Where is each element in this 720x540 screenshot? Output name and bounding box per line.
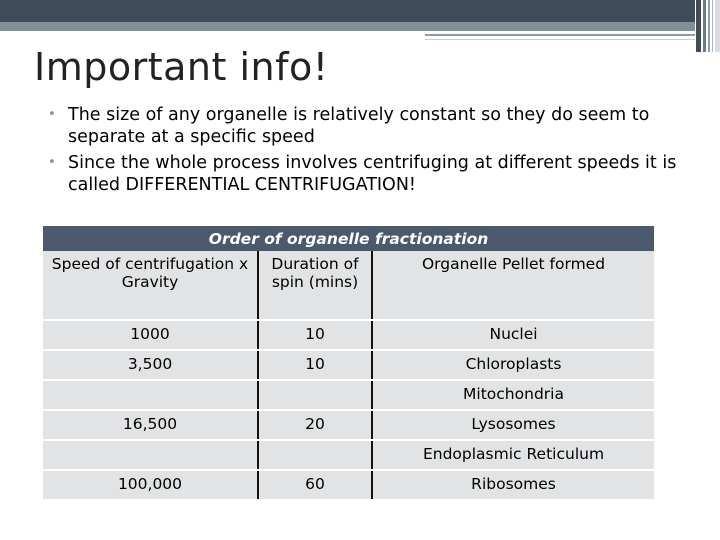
cell-speed: 3,500: [43, 350, 258, 380]
cell-organelle: Ribosomes: [372, 470, 654, 500]
cell-speed: 1000: [43, 320, 258, 350]
corner-stripe: [712, 0, 713, 52]
table-row: [43, 470, 654, 500]
corner-stripe: [696, 0, 701, 52]
table-row: [43, 350, 654, 380]
cell-duration: 10: [258, 350, 372, 380]
corner-stripe: [715, 0, 720, 52]
cell-speed: [43, 440, 258, 470]
cell-speed: 100,000: [43, 470, 258, 500]
bullet-list: [48, 104, 688, 200]
corner-stripe: [708, 0, 710, 52]
bullet-text: The size of any organelle is relatively constant so they do seem to separate at a specific speed: [68, 105, 650, 147]
top-banner-light: [0, 22, 695, 31]
cell-duration: [258, 380, 372, 410]
table-row: [43, 440, 654, 470]
table-row: [43, 320, 654, 350]
bullet-dot-icon: •: [48, 107, 56, 122]
top-banner-dark: [0, 0, 695, 22]
cell-speed: [43, 380, 258, 410]
cell-duration: 20: [258, 410, 372, 440]
cell-organelle: Endoplasmic Reticulum: [372, 440, 654, 470]
table-row: [43, 380, 654, 410]
corner-stripe: [703, 0, 706, 52]
bullet-text: Since the whole process involves centrifuging at different speeds it is called DIFFERENTIAL CENTRIFUGATION!: [68, 153, 677, 195]
cell-organelle: Mitochondria: [372, 380, 654, 410]
fractionation-table: [43, 226, 654, 501]
table-caption: Order of organelle fractionation: [43, 226, 654, 251]
cell-duration: 60: [258, 470, 372, 500]
top-banner-rule-2: [425, 39, 695, 40]
cell-duration: 10: [258, 320, 372, 350]
bullet-item: [48, 152, 688, 196]
bullet-dot-icon: •: [48, 155, 56, 170]
header-speed: Speed of centrifugation x Gravity: [43, 251, 258, 320]
cell-organelle: Lysosomes: [372, 410, 654, 440]
header-organelle: Organelle Pellet formed: [372, 251, 654, 320]
bullet-item: [48, 104, 688, 148]
cell-organelle: Chloroplasts: [372, 350, 654, 380]
top-banner-rule: [425, 34, 695, 36]
table-header-row: [43, 251, 654, 320]
slide-title: Important info!: [34, 45, 329, 89]
header-duration: Duration of spin (mins): [258, 251, 372, 320]
cell-speed: 16,500: [43, 410, 258, 440]
cell-duration: [258, 440, 372, 470]
cell-organelle: Nuclei: [372, 320, 654, 350]
table-row: [43, 410, 654, 440]
